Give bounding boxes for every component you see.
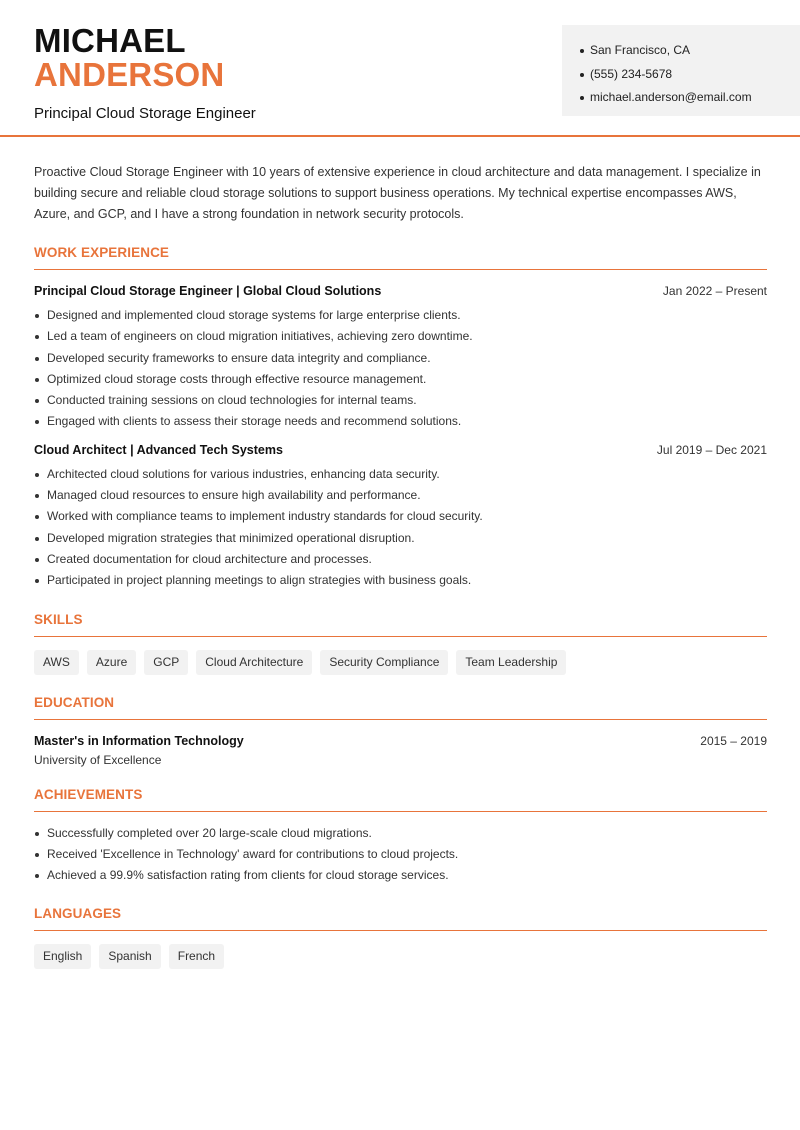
job-bullets [34, 305, 767, 433]
skill-tag: Security Compliance [320, 650, 448, 675]
job-bullet: Optimized cloud storage costs through effective resource management. [34, 369, 767, 390]
work-experience-section [34, 245, 767, 592]
job-role: Principal Cloud Storage Engineer | Global Cloud Solutions [34, 284, 382, 298]
languages-section [34, 906, 767, 969]
job-role: Cloud Architect | Advanced Tech Systems [34, 442, 283, 457]
resume-header [0, 0, 800, 137]
education-section [34, 695, 767, 767]
job-bullet: Conducted training sessions on cloud technologies for internal teams. [34, 390, 767, 411]
contact-location: San Francisco, CA [580, 39, 800, 63]
section-title-education: EDUCATION [34, 695, 767, 720]
job-bullet: Architected cloud solutions for various industries, enhancing data security. [34, 464, 767, 485]
job-bullet: Led a team of engineers on cloud migration initiatives, achieving zero downtime. [34, 326, 767, 347]
language-tag: English [34, 944, 91, 969]
language-tag: French [169, 944, 224, 969]
section-title-work: WORK EXPERIENCE [34, 245, 767, 270]
education-degree: Master's in Information Technology [34, 733, 244, 748]
skill-tag: Cloud Architecture [196, 650, 312, 675]
skill-tag: GCP [144, 650, 188, 675]
section-title-languages: LANGUAGES [34, 906, 767, 931]
skill-tag: Azure [87, 650, 136, 675]
section-title-skills: SKILLS [34, 612, 767, 637]
resume-content [34, 162, 767, 969]
achievement-list [34, 823, 767, 887]
job-entry [34, 284, 767, 433]
job-entry [34, 443, 767, 592]
job-dates: Jan 2022 – Present [662, 284, 767, 298]
job-bullet: Developed migration strategies that minimized operational disruption. [34, 528, 767, 549]
achievements-section [34, 787, 767, 887]
name-block [34, 24, 256, 122]
summary: Proactive Cloud Storage Engineer with 10 years of extensive experience in cloud architecture and data management. I specialize in building secure and reliable cloud storage solutions to support business operations. My technical expertise encompasses AWS, Azure, and GCP, and I have a strong foundation in network security protocols. [34, 165, 761, 221]
language-tag: Spanish [99, 944, 160, 969]
contact-email: michael.anderson@email.com [580, 86, 800, 110]
skill-tags [34, 650, 767, 675]
achievement-item: Achieved a 99.9% satisfaction rating from clients for cloud storage services. [34, 865, 767, 886]
job-bullet: Designed and implemented cloud storage systems for large enterprise clients. [34, 305, 767, 326]
contact-box [562, 25, 800, 116]
job-bullet: Worked with compliance teams to implement industry standards for cloud security. [34, 506, 767, 527]
first-name: MICHAEL [34, 22, 186, 59]
education-entry [34, 734, 767, 767]
job-header [34, 284, 767, 298]
job-bullet: Managed cloud resources to ensure high availability and performance. [34, 485, 767, 506]
job-bullets [34, 464, 767, 592]
last-name: ANDERSON [34, 56, 225, 93]
achievement-item: Successfully completed over 20 large-scale cloud migrations. [34, 823, 767, 844]
language-tags [34, 944, 767, 969]
section-title-achievements: ACHIEVEMENTS [34, 787, 767, 812]
skill-tag: AWS [34, 650, 79, 675]
job-dates: Jul 2019 – Dec 2021 [656, 442, 767, 457]
skill-tag: Team Leadership [456, 650, 566, 675]
skills-section [34, 612, 767, 675]
education-dates: 2015 – 2019 [700, 733, 767, 748]
job-bullet: Participated in project planning meetings to align strategies with business goals. [34, 570, 767, 591]
job-title: Principal Cloud Storage Engineer [34, 105, 256, 122]
achievement-item: Received 'Excellence in Technology' award for contributions to cloud projects. [34, 844, 767, 865]
job-bullet: Created documentation for cloud architecture and processes. [34, 549, 767, 570]
job-bullet: Developed security frameworks to ensure data integrity and compliance. [34, 348, 767, 369]
job-header [34, 443, 767, 457]
contact-phone: (555) 234-5678 [580, 63, 800, 87]
education-header [34, 734, 767, 748]
education-school: University of Excellence [34, 752, 162, 767]
job-bullet: Engaged with clients to assess their storage needs and recommend solutions. [34, 411, 767, 432]
